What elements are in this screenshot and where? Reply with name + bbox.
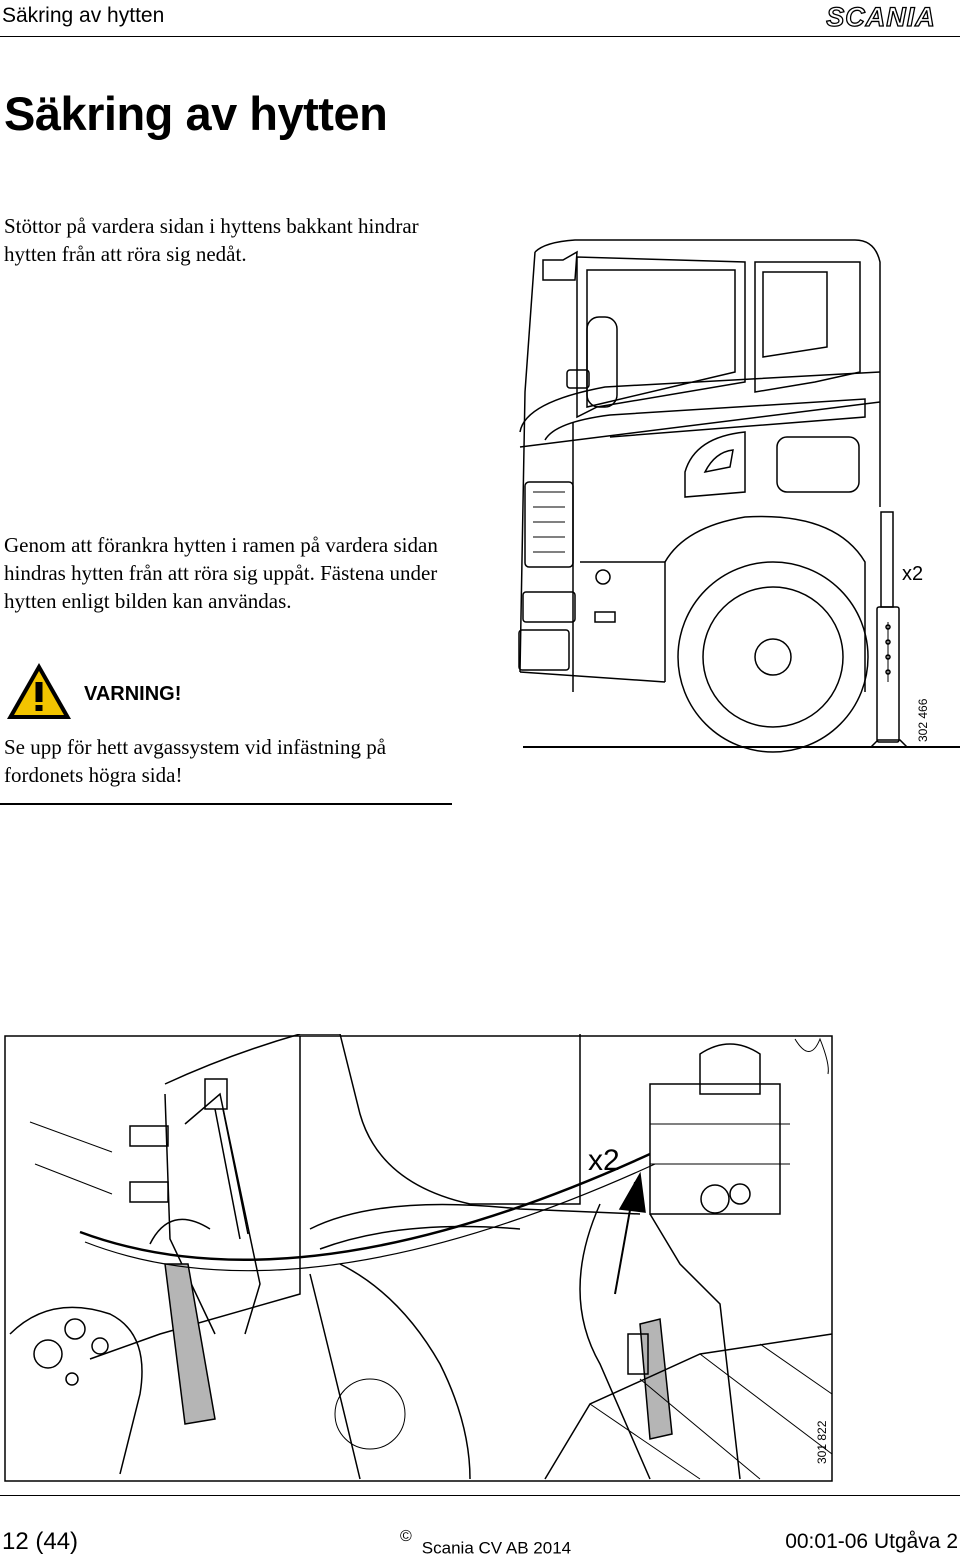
warning-triangle-icon [4, 660, 74, 722]
scania-logo [806, 2, 956, 30]
edition-label: 00:01-06 Utgåva 2 [785, 1530, 958, 1553]
warning-label: VARNING! [84, 683, 182, 705]
anchoring-paragraph: Genom att förankra hytten i ramen på vardera sidan hindras hytten från att röra sig uppåt. Fästena under hytten enligt bilden kan användas. [4, 533, 438, 613]
warning-divider [0, 803, 452, 805]
copyright-text: Scania CV AB 2014 [421, 1538, 572, 1558]
strap-anchoring-illustration [0, 1034, 960, 1484]
truck-cab-illustration [515, 232, 960, 757]
copyright-symbol: © [400, 1528, 412, 1545]
copyright [400, 1528, 572, 1559]
page-number: 12 (44) [2, 1528, 79, 1555]
header-divider [0, 36, 960, 37]
strap-multiplier-label: x2 [588, 1144, 620, 1177]
warning-text: Se upp för hett avgassystem vid infästning på fordonets högra sida! [4, 735, 387, 787]
intro-paragraph: Stöttor på vardera sidan i hyttens bakkant hindrar hytten från att röra sig nedåt. [4, 214, 419, 266]
page-title: Säkring av hytten [4, 87, 388, 140]
scania-logo-text: SCANIA [826, 2, 936, 30]
strap-image-id: 301 822 [815, 1420, 829, 1464]
footer-divider [0, 1495, 960, 1496]
truck-image-id: 302 466 [916, 698, 930, 742]
truck-multiplier-label: x2 [902, 563, 924, 585]
header-title: Säkring av hytten [2, 4, 165, 27]
